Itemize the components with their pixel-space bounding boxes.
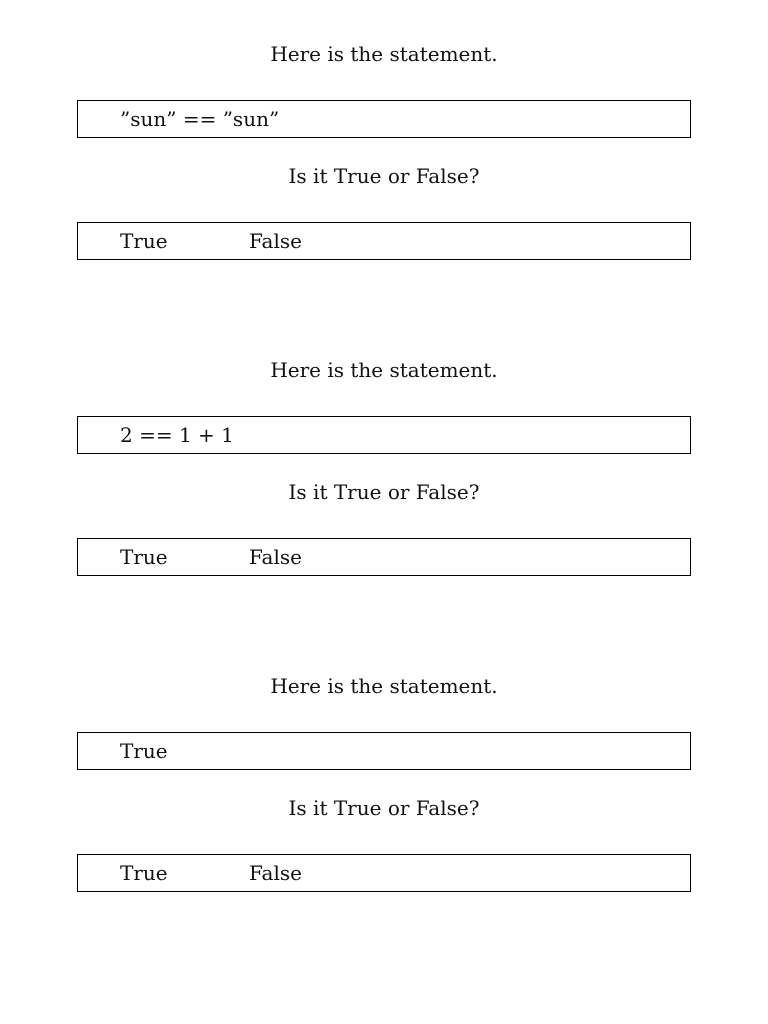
statement-box <box>77 100 691 138</box>
option-false[interactable]: False <box>249 545 302 569</box>
option-true[interactable]: True <box>120 229 168 253</box>
statement-text: ”sun” == ”sun” <box>120 107 280 131</box>
option-false[interactable]: False <box>249 861 302 885</box>
statement-prompt: Here is the statement. <box>270 674 498 698</box>
option-false[interactable]: False <box>249 229 302 253</box>
option-true[interactable]: True <box>120 545 168 569</box>
answer-options-box <box>77 222 691 260</box>
question-text: Is it True or False? <box>288 164 480 188</box>
statement-box <box>77 416 691 454</box>
option-true[interactable]: True <box>120 861 168 885</box>
question-text: Is it True or False? <box>288 796 480 820</box>
statement-text: True <box>120 739 168 763</box>
statement-text: 2 == 1 + 1 <box>120 423 234 447</box>
question-text: Is it True or False? <box>288 480 480 504</box>
statement-prompt: Here is the statement. <box>270 42 498 66</box>
answer-options-box <box>77 854 691 892</box>
statement-prompt: Here is the statement. <box>270 358 498 382</box>
statement-box <box>77 732 691 770</box>
answer-options-box <box>77 538 691 576</box>
